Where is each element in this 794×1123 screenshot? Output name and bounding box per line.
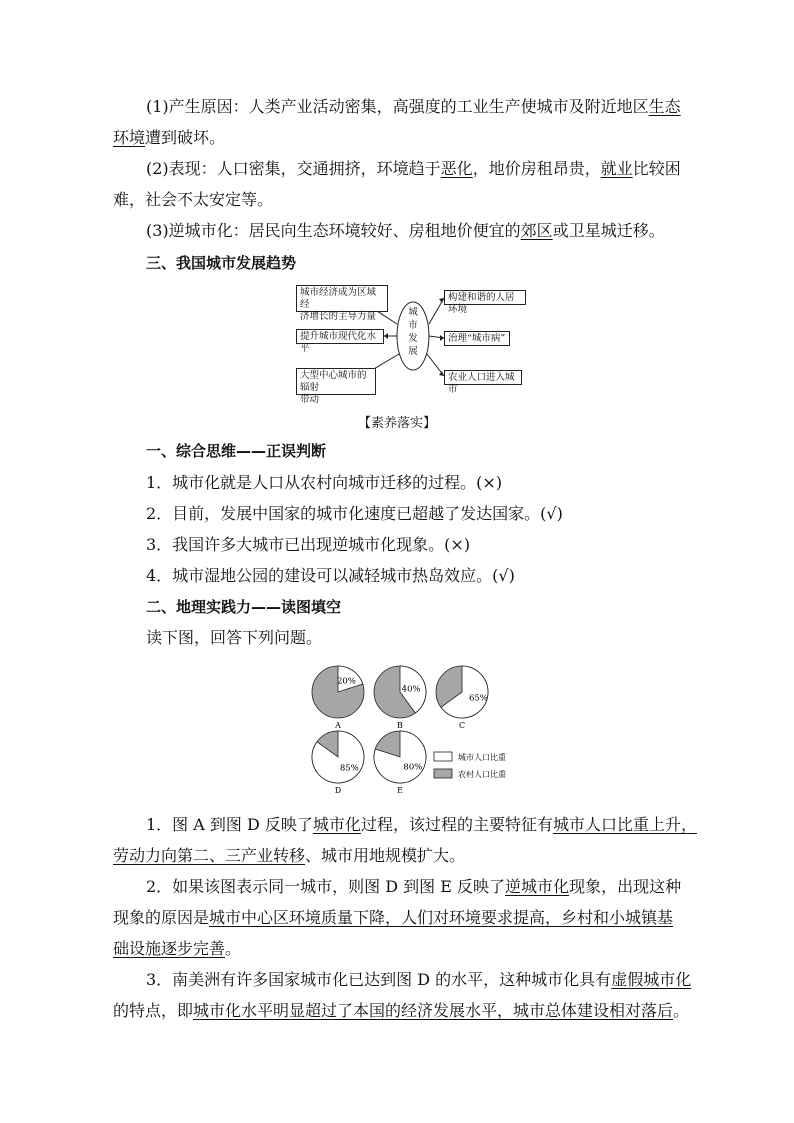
- pie-letter-label: A: [335, 721, 341, 730]
- paragraph-symptoms: [146, 159, 681, 179]
- box-modernization: [296, 329, 384, 354]
- judgment-item: 1．城市化就是人口从农村向城市迁移的过程。(×): [146, 473, 503, 492]
- pie-letter-label: D: [334, 786, 342, 795]
- underlined-answer: 城市化: [312, 815, 361, 834]
- answer-1: [146, 815, 697, 835]
- text: 1．图 A 到图 D 反映了: [146, 815, 313, 834]
- urban-percent-label: 65%: [468, 693, 488, 704]
- judgment-item: 2．目前，发展中国家的城市化速度已超越了发达国家。(√): [146, 504, 563, 523]
- urban-percent-label: 80%: [403, 762, 423, 773]
- underlined-answer: 城市中心区环境质量下降，人们对环境要求提高，乡村和小城镇基: [209, 908, 674, 927]
- practice-title: 【素养落实】: [357, 416, 436, 431]
- box-line: 提升城市现代化水平: [300, 331, 377, 354]
- text: 或卫星城迁移。: [552, 221, 665, 240]
- center-char: 市: [408, 320, 418, 331]
- pie-letter-label: E: [397, 786, 403, 795]
- underlined-answer: 恶化: [440, 159, 473, 178]
- paragraph-counter-urbanization: [146, 221, 665, 241]
- paragraph-symptoms-cont: [113, 190, 273, 210]
- text: (2)表现：人口密集，交通拥挤，环境趋于: [146, 159, 441, 178]
- paragraph-cause: [146, 97, 681, 117]
- box-harmonious-living: 构建和谐的人居环境: [444, 290, 526, 305]
- text: (1)产生原因：人类产业活动密集，高强度的工业生产使城市及附近地区: [146, 97, 649, 116]
- underlined-answer: 础设施逐步完善: [113, 939, 226, 958]
- text: 3．南美洲有许多国家城市化已达到图 D 的水平，这种城市化具有: [146, 970, 612, 989]
- box-line: 大型中心城市的辐射: [300, 370, 367, 393]
- arrowhead-icon: [384, 333, 388, 339]
- underlined-answer: 城市人口比重上升，: [552, 815, 697, 834]
- answer-2-cont: [113, 908, 673, 928]
- answer-3-cont: [113, 1001, 689, 1021]
- part1-title: 一、综合思维——正误判断: [146, 442, 327, 460]
- urban-percent-label: 85%: [339, 763, 359, 774]
- underlined-answer: 就业: [600, 159, 633, 178]
- center-char: 发: [408, 333, 418, 344]
- paragraph-cause-cont: [113, 128, 225, 148]
- answer-3: [146, 970, 691, 990]
- judgment-item: 4．城市湿地公园的建设可以减轻城市热岛效应。(√): [146, 566, 515, 585]
- pie-letter-label: C: [458, 721, 466, 730]
- text: 现象，出现这种: [569, 877, 682, 896]
- text: 现象的原因是: [113, 908, 210, 927]
- box-line: 济增长的主导力量: [300, 311, 377, 322]
- text: (3)逆城市化：居民向生态环境较好、房租地价便宜的: [146, 221, 521, 240]
- underlined-answer: 郊区: [520, 221, 553, 240]
- legend-rural-swatch: [434, 769, 452, 778]
- box-line: 城市经济成为区域经: [300, 287, 377, 310]
- text: 遭到破坏。: [145, 128, 226, 147]
- underlined-answer: 生态: [648, 97, 681, 116]
- center-char: 展: [408, 346, 418, 357]
- underlined-answer: 劳动力向第二、三产业转移: [113, 846, 306, 865]
- answer-2-cont2: [113, 939, 241, 959]
- box-rural-migration: 农业人口进入城市: [444, 370, 522, 385]
- text: 比较困: [632, 159, 681, 178]
- legend-rural-label: 农村人口比重: [458, 770, 506, 779]
- box-economy-driver: [296, 285, 388, 322]
- urban-percent-label: 20%: [336, 676, 356, 687]
- underlined-answer: 虚假城市化: [611, 970, 692, 989]
- text: 。: [673, 1001, 690, 1020]
- urban-percent-label: 40%: [401, 684, 421, 695]
- text: 。: [225, 939, 242, 958]
- center-char: 城: [408, 307, 418, 318]
- text: 、城市用地规模扩大。: [305, 846, 466, 865]
- heading-trends: 三、我国城市发展趋势: [146, 254, 297, 272]
- box-line: 带动: [300, 394, 320, 405]
- underlined-answer: 环境: [113, 128, 146, 147]
- legend-urban-label: 城市人口比重: [458, 753, 506, 762]
- box-urban-disease: 治理“城市病”: [444, 331, 510, 346]
- center-label: [407, 306, 419, 358]
- legend-urban-swatch: [434, 752, 452, 761]
- pie-letter-label: B: [397, 721, 403, 730]
- text: ，地价房租昂贵，: [472, 159, 601, 178]
- trend-mindmap: [296, 284, 526, 405]
- underlined-answer: 逆城市化: [505, 877, 570, 896]
- answer-2: [146, 877, 681, 897]
- text: 过程，该过程的主要特征有: [360, 815, 553, 834]
- judgment-item: 3．我国许多大城市已出现逆城市化现象。(×): [146, 535, 471, 554]
- text: 的特点，即: [113, 1001, 194, 1020]
- instruction: 读下图，回答下列问题。: [146, 628, 323, 647]
- box-radiation: [296, 368, 376, 405]
- underlined-answer: 城市化水平明显超过了本国的经济发展水平，城市总体建设相对落后: [193, 1001, 674, 1020]
- pie-chart-figure: [308, 660, 528, 800]
- answer-1-cont: [113, 846, 465, 866]
- text: 2．如果该图表示同一城市，则图 D 到图 E 反映了: [146, 877, 506, 896]
- text: 难，社会不太安定等。: [113, 190, 274, 209]
- part2-title: 二、地理实践力——读图填空: [146, 598, 342, 616]
